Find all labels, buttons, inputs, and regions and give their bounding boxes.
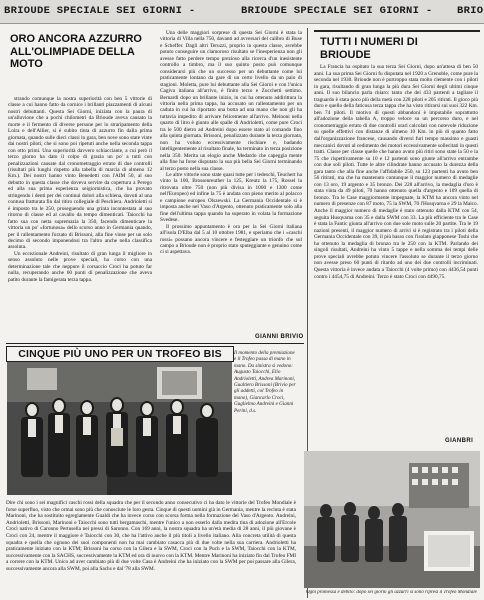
sidebar-body bbox=[314, 64, 478, 434]
feature-title: CINQUE PIÙ UNO PER UN TROFEO BIS bbox=[6, 346, 234, 362]
header-band-text-2: BRIOUDE SPECIALE SEI GIORNI - bbox=[241, 5, 433, 17]
header-band-text-1: BRIOUDE SPECIALE SEI GIORNI - bbox=[4, 5, 196, 17]
header-band bbox=[0, 0, 484, 24]
feature-body-para: Dire chi sono i sei magnifici caschi rossi della squadra che per il secondo anno consecutivo ci ha dato le vittorie del Trofeo Mondiale è forse superfluo, visto che ormai sono più che conosciute le loro gesta. Cinque di questi uomini già in Germania, mentre la recluta è stata Marinoni, che ha sostituito egregiamente Gualdi che ha invece corso con scorsa forma nella formazione del Vaso d'Argento. Andreini, Andrioletti, Brissoni, Marinoni e Taiocchi sono tutti bergamaschi, mentre l'unico a non esserlo dalla medita tina di adozione all'Ercole Crocì nativo di Caronno Pertusella nei pressi di Saronno. Con 169 anni, la nostra squadra ha un'età media di 28 anni, il più giovane è Croci con 24, mentre il maggiore è Taiocchi con 30, che ha l'attivo anche il più titoli a livello italiano. Alla concreta utilità di questa squadra e quella che ognuno dei suoi componenti non ha mai cambiato casacca più di due volte nella sua carriera. Andrioletti ha praticamente iniziato con la KTM; Brissoni ha corso con la Gilera e la SWM, Croci con la Puch e la SWM, Taiocchi con la KTM, successivamente con la SACHS, successivamente la KTM ed ora di nuovo con la KTM. Mentre Marinoni ha iniziato fin dal Trofeo FMI a correre con la KTM. Unico ad aver cambiato più di due volte Casa è Andreini che ha iniziato con la SWM per poi passare alla Gilera, successivamente ancora alla SWM, poi alla Sachs e dal '78 alla SWM. bbox=[6, 500, 296, 572]
main-article-col1-para2: Un eccezionale Andreini, risultato di gran lunga il migliore in senso assoluto nelle prove speciali, ha corso con una determinazione tale che neppure il corsaccio Croci ha potuto far nulla, recuperando anche 60 punti di penalizzazione che aveva patito durante la famigerata terza tappa. bbox=[8, 250, 152, 283]
main-article-col1-para: strando comunque la nostra superiorità con ben 5 vittorie di classe a cui hanno fatto da cornice i brillanti piazzamenti di alcuni nostri debuttanti. Questa Sei Giorni, iniziata con la paura di un'alluvione che a pochi chilometri da Brioude aveva causato la morte e il fermento di diverse persone per lo straripamento della Loira e dell'Allier, si è subito tinta di azzurro fin dalla prima giornata, quando sulle dieci classi in gara, ben nove sono state vinte dai nostri piloti, che si sono poi ripetuti anche nella seconda tappa con otto primi. Una superiorità davvero schiacciante, a cui però il terzo giorno ha dato il colpo di grazia un po' a tutti con penalizzazioni causate dal cronometraggio errato di due controlli (risultati più lunghi rispetto alla tabella di marcia di almeno 12 Km.). Dei nostri hanno vinto Benedetti con l'AIM 50, al suo debutto in questa classe che doveva servire da copertura a Perego ed alla sua prima esperienza seigiornistica, che ha provato stringendo i denti per dei continui dolori alla schiena, dovuti al una contusa fratturata fin dal ritiro collegiale di Peschiera. Andrioletti si è imposto tra le 250, proseguendo una grinta incontestata al suo ritorno di classe ed al cavallo da tempo dimenticati. Taiocchi ha fatto sua con netta supremazia la 350, facendo dimenticare la vittoria un po' «fortunosa» dello scorso anno in Germania quando, per il rallentamento forzato di Brissoni, alla fine vinse per un solo decimo di secondo imponendosi tra l'altro anche nella classifica assoluta. bbox=[8, 96, 152, 251]
main-article-col2-para2: Le altre vittorie sono state quasi tutte per i tedeschi, Teuchert ha vinto la 100, Brossenreuther la 125, Kreutz la 175, Rossel la ritrovata oltre 750 (non più divisa in 1000 e 1300 come nell'Europeo) ed infine la 75 è andata con pieno merito al polacco e campione europeo Olszewski. La Germania Occidentale si è imposta anche nel Vaso d'Argento, ottenuto praticamente solo alla fine dell'ultima tappa quando ha superato in volata la formazione Svedese. bbox=[160, 171, 302, 224]
team-photo bbox=[304, 451, 480, 588]
award-ceremony-image bbox=[7, 362, 232, 495]
feature-body bbox=[6, 500, 296, 596]
sidebar-title: TUTTI I NUMERI DI BRIOUDE bbox=[320, 36, 418, 61]
sidebar-top-rule bbox=[314, 30, 480, 32]
team-photo-caption: Ogni promessa è debito: dopo sei giorni gli azzurri si sono ripresi il Trofeo Mondiale bbox=[306, 590, 477, 595]
team-image bbox=[304, 451, 480, 588]
main-article-title: ORO ANCORA AZZURRO ALL'OLIMPIADE DELLA MOTO bbox=[10, 33, 142, 70]
main-article-signature: GIANNI BRIVIO bbox=[255, 334, 304, 340]
main-article-col1 bbox=[8, 96, 152, 344]
main-article-col2-para: Una delle maggiori sorprese di questa Sei Giorni è stata la vittoria di Villa nella 750, davanti ad avversari del calibro di Buse e Scheffer. Dagli altri Teruzzi, proprio in questa classe, avrebbe potuto conseguire un clamoroso risultato se l'inesperienza non gli avesse fatto perdere tempo prezioso alla ricerca d'un inesistente controllo a timbro, ma il suo quinto posto può comunque considerarsi più che un successo per un debuttante come lui praticamente lontano da gare di un certo livello da un paio di stagioni. Moletta, pure lui debuttante alla Sei Giorni e con l'unica Cagiva italiana all'arrivo, è finito terzo e Zucchetti settimo. Bernardi dopo un brillante inizio, in cui ha ottenuto addirittura la vittoria nella prima tappa, ha accusato un rallentamento per un caduta in cui ha riportato una botta ad una mano che non gli ha tuttavia impedito di arrivare felicemente all'arrivo. Meinoni nella quarto di litro è giunto alle spalle di Andrioletti, come pure Croci tra le 500 dietro ad Andreini dopo essere stato al comando fino alla quinta giornata. Brissoni, penalizzato durante la terza giornata, non ha voluto eccessivamente rischiare e, badando intelligentemente al risultato finale, ha terminato in terza posizione nella 350. Merita un elogio anche Medardo che capeggia mente alla fine ha forse disputato la sua più bella Sei Giorni terminando al terzo posto nella sua classe. bbox=[160, 30, 302, 172]
award-ceremony-photo bbox=[7, 362, 232, 495]
header-band-text-3: BRIO bbox=[457, 5, 484, 17]
main-article-col2 bbox=[160, 30, 302, 330]
feature-caption: Il momento della premiazione e il Trofeo passa di mano in mano. Da sinistra si vedono: Augusto Taiocchi, Elio Andrioletti, Andrea Marinoni, Gualtiero Brissoni (Brivio per gli addetti, col Trofeo in mano), Giancarlo Croci, Guglielmo Andreini e Gianni Perini, d.s. bbox=[234, 350, 296, 414]
sidebar-signature: GIANBRI bbox=[445, 438, 474, 444]
sidebar-body-para: La Francia ha ospitato la sua terza Sei Giorni, dopo un'attesa di ben 50 anni. La sua prima Sei Giorni fu disputata nel 1920 a Grenoble, come pure la seconda nel 1930. Brioude non è purtroppo stata molto clemente con i piloti in gara, risultando di gran lunga la più dura Sei Giorni degli ultimi cinque anni. Il suo bilancio parla chiaro: tanto che dei 433 partenti a tagliare il traguardo è stata poco più della metà con 228 piloti e 205 ritirati. Il gioco più duro e quello della faticosa terza tappa che ha visto ritirarsi sui suoi 322 Km. ben 74 piloti. Il motivo di questi abbandoni è imputabile soprattutto all'adozione della tabella A, troppo veloce su un percorso duro, e nel cronometraggio errato di due controlli orari calcolati con notevole riduzione su quelle effettivi con distanze di almeno 10 Km. in più di quanto fatto dall'organizzazione francese, causando diversi furi tempo massimo e guasti meccanici dovuti al cedimento dei motori eccessivamente sollecitati in questi tratti. Classe per classe quelle che hanno avuto più ritiri sono state la 50 e la 75 che rispettivamente su 10 e 12 partenti sono giunte all'arrivo entrambe con due soli piloti. Tutte le altre cilindrate hanno accusato la durezza della gara tanto che alla fine anche l'affidabile 250, su 123 partenti ha avuto ben 56 ritirati, ma che ha mantenuto comunque il maggior numero di medaglie con 13 oro, 19 argento e 35 bronzo. Dei 228 all'arrivo, la medaglia d'oro è stata vinta da 49 piloti, 70 hanno ottenuto quella d'argento e 109 quella di bronzo. Tra le Case maggiormente impegnate, la KTM ha ancora vinto nel numero di presenze con 87 moto, 75 la SWM, 70 l'Husqvarna e 29 la Maico. Anche il maggior numero di medaglie è stato ottenuto dalla KTM con 54, seguita Husqvarna con 35 e dalla SWM con 33. La più efficiente tra le Case è stata la Fantic giunta all'arrivo con due sole moto sulle 20 partite. Tra le 19 nazioni presenti, il maggior numero di arrivi si è registrato tra i piloti della Germania Occidentale con 39, il più basso con l'isolato giapponese Toshi che ha ottenuto la medaglia di bronzo tra le 250 con la KTM. Parlando dei singoli risultati, Andreini ha vinto 5 tappe e nella somma dei tempi delle prove speciali avrebbe potuto vincere l'assoluto se durante il terzo giorno non avesse preso 60 punti di ritardo ad uno dei due controlli incriminati. Questa vittoria è invece andata a Taiocchi (4 volte primo) con 4436,54 punti contro i 4454,75 di Andreini. Terzo è stato Croci con 4490,75. bbox=[314, 64, 478, 280]
main-article-col2-para3: Il prossimo appuntamento è ora per la Sei Giorni italiana all'isola D'Elba dal 5 al 10 ottobre 1981, e speriamo che i «caschi rossi» possano ancora vincere e festeggiare un trionfo che sul campo a Brioude non è proprio stato sputeggiante e genuino come ci si aspettava. bbox=[160, 223, 302, 256]
feature-top-rule bbox=[6, 343, 304, 344]
